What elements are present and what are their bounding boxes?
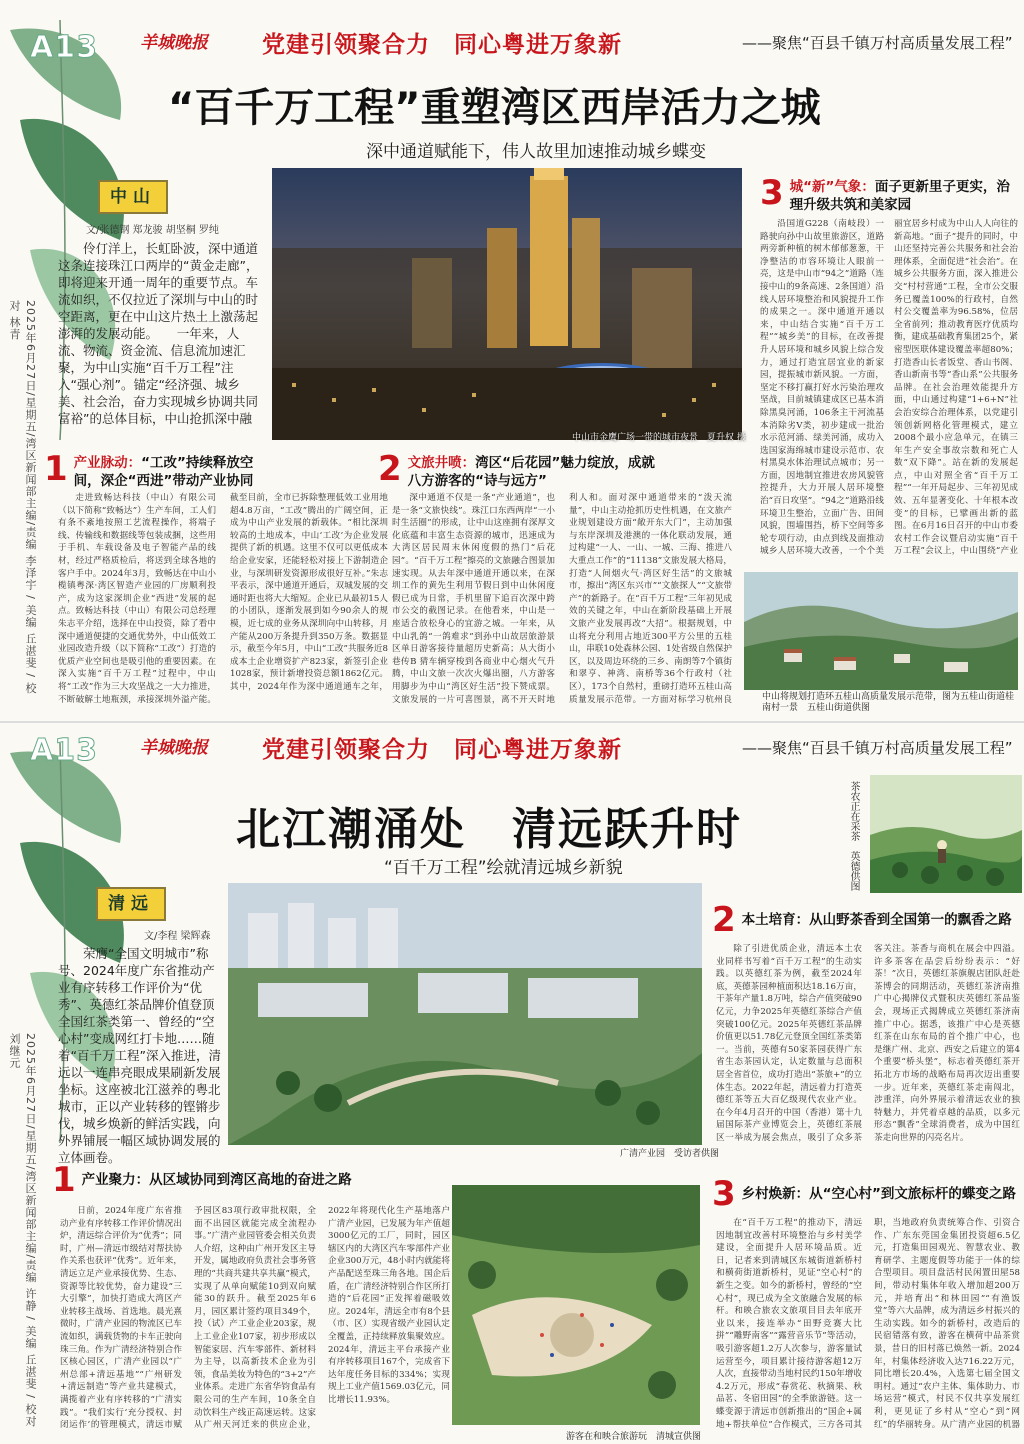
photo-caption: 广清产业园 受访者供图 xyxy=(620,1149,720,1159)
section-number: 1 xyxy=(52,1160,76,1200)
section-keyword: 文旅井喷： xyxy=(407,455,476,471)
region-label: 清远 xyxy=(96,887,166,921)
section-title xyxy=(408,452,658,490)
masthead-logo: 羊城晚报 xyxy=(140,33,208,53)
section-3-heading xyxy=(760,173,1010,214)
edition-info: 2025年6月27日/星期五/湾区新闻部主编/责编 许静 / 美编 丘湛斐 / 校对 刘继元 xyxy=(8,1033,37,1428)
headline: 北江潮涌处 清远跃升时 xyxy=(236,804,742,855)
lead-paragraph: 荣膺“全国文明城市”称号、2024年度广东省推动产业有序转移工作评价为“优秀”、英德红茶品牌价值登顶全国红茶类第一、曾经的“空心村”变成网红打卡地……随着“百千万工程”深入推进，清远以一连串亮眼成果刷新发展坐标。这座被北江滋养的粤北城市，正以产业转移的铿锵步伐，城乡焕新的鲜活实践，向外界铺展一幅区域协调发展的立体画卷。 xyxy=(58,946,221,1165)
section-1-body: 日前，2024年度广东省推动产业有序转移工作评价情况出炉，清远综合评价为“优秀”；同时，广州—清远市级结对帮扶协作关系也获评“优秀”。近年来，清远立足产业承接优势、生态、资源等比较优势，奋力建设“三大引擎”，加快打造成大湾区产业转移主战场、首选地。晨光熹微时，广清产业园的物流区已车流如织，满载货物的卡车正驶向珠三角。作为广清经济特别合作区核心园区，广清产业园以“广州总部+清远基地”“广州研发+清远制造”等产业共建模式，满揽着产业有序转移的“广清实践”。“我们实行‘充分授权、封闭运作’的管理模式，清远市赋予园区83项行政审批权限，全面不出园区就能完成全流程办事。”广清产业园管委会相关负责人介绍，这种由广州开发区主导开发，属地政府负责社会事务管理的“共商共建共享共赢”模式，实现了从单向赋能10到双向赋能30的跃升。截至2025年6月，园区累计签约项目349个，投（试）产工业企业203家，规上工业企业107家，初步形成以智能家居、汽车零部件、新材料为主导，以高新技术企业为引领，食品美妆为特色的“3+2”产业体系。走进广东省华钧食品有限公司的生产车间，10条全自动饮料生产线正高速运转。这家从广州天河迁来的供应企业，2022年将现代化生产基地落户广清产业园，已发展为年产值超3000亿元的工厂，同时，园区辖区内的大湾区汽车零部件产业企业300万元，48小时内就能将产品配送至珠三角各地。国企后盾，在广清经济特别合作区所打造的“后花园”正发挥着磁吸效应。2024年，清远全市有8个县（市、区）实现省级产业园认定全覆盖，正持续释放集聚效应。2024年，清远主平台承接产业有序转移项目167个，完成省下达年度任务目标的334%；实现规上工业产值1569.03亿元，同比增长11.93%。 xyxy=(60,1206,450,1431)
section-1-heading xyxy=(44,449,274,490)
banner-title: 党建引领聚合力 同心粤进万象新 xyxy=(262,32,622,58)
section-1-body: 走进致畅达科技（中山）有限公司（以下简称“致畅达”）生产车间，工人们有条不紊地按照工艺流程操作，将端子线、传输线和数据线等包装成捆，这些用于手机、车载设备及电子智能产品的线材，经过严格质检后，将送到全球各地的客户手中。2024年3月，致畅达在中山小榄镇粤深·湾区智造产业园的厂房顺利投产，成为这家深圳企业“西进”发展的起点。致畅达科技（中山）有限公司总经理朱志平介绍，选择在中山投资，除了看中深中通道便捷的交通优势外，中山低效工业园改造升级（以下简称“工改”）打造的优质产业空间也是吸引他的重要因素。在深入实施“百千万工程”过程中，中山将“工改”作为三大攻坚战之一大力推进，不断破解土地瓶颈，承接深圳外溢产能。截至目前，全市已拆除整理低效工业用地超4.8万亩，“工改”腾出的广阔空间，正成为中山产业发展的新载体。“相比深圳较高的土地成本，中山‘工改’为企业发展提供了新的机遇。这里不仅可以更低成本给企业安家，还能轻松对接上下游制造企业，与深圳研发资源形成很好互补。”朱志平表示，深中通道开通后，双城发展的交通时距也将大大缩短。企业已从最初15人的小团队，逐渐发展到如今90余人的规模，近七成的业务从深圳向中山转移，月产能从200万条提升到350万条。数据显示，截至今年5月，中山“工改”共服务近8成本土企业增资扩产823家，新签引企业1028家，预计新增投资总额1862亿元。其中，2024年作为深中通道通车之年， xyxy=(58,493,388,705)
rural-tourism-photo xyxy=(452,1185,700,1425)
section-3-heading xyxy=(712,1174,1022,1214)
section-title-text: “工改”持续释放空间，深企“西进”带动产业协同 xyxy=(73,455,254,489)
subheadline: 深中通道赋能下，伟人故里加速推动城乡蝶变 xyxy=(366,142,706,162)
section-2-body: 除了引进优质企业，清远本土农业同样书写着“百千万工程”的生动实践。以英德红茶为例，截至2024年底，英德茶园种植面积达18.16万亩，干茶年产量1.8万吨，综合产值突破90亿元，力争2025年英德红茶综合产值突破100亿元。2025年英德红茶品牌价值更以51.78亿元登顶全国红茶类第一。当前，英德有50家茶园获得广东省生态茶园认定，认定数量与总面积居全省首位，成功打造出“茶旅+”的立体生态。2022年起，清远着力打造英德红茶等五大百亿级现代农业产业。在今年4月召开的中国（香港）第十九届国际茶产业博览会上，英德红茶展区一举成为展会焦点，吸引了众多茶客关注。茶香与商机在展会中四溢。许多茶客在品尝后纷纷表示：“好茶！”次日，英德红茶旗舰店团队赶赴茶博会的同期活动，英德红茶济南推广中心揭牌仪式暨积庆英德红茶品鉴会，现场正式揭牌成立英德红茶济南推广中心。据悉，该推广中心是英德红茶在山东布局的首个推广中心，也是继广州、北京、西安之后建立的第4个重要“桥头堡”，标志着英德红茶开拓北方市场的战略布局再次迈出重要一步。近年来，英德红茶走南闯北，涉重洋，向外界展示着清远农业的独特魅力，并凭着卓越的品质，以多元形态“飘香”全球消费者，成为中国红茶走向世界的闪亮名片。 xyxy=(716,944,1020,1143)
page-number: A13 xyxy=(30,30,98,65)
section-title-text: 湾区“后花园”魅力绽放，成就八方游客的“诗与远方” xyxy=(407,455,655,489)
subheadline: “百千万工程”绘就清远城乡新貌 xyxy=(384,858,623,878)
section-title-text: 产业聚力：从区域协同到湾区高地的奋进之路 xyxy=(81,1172,352,1188)
section-title xyxy=(790,176,1010,214)
city-night-photo xyxy=(272,168,742,440)
newspaper-page-qingyuan xyxy=(0,721,1024,1444)
section-3-body: 在“百千万工程”的推动下，清远因地制宜改善村环境整治与乡村美学建设，全面提升人居环境品质。近日，记者来到清城区东城街道新桥村和横荷街道新桥村，见证“空心村”的新生之变。如今的新桥村，曾经的“空心村”，现已成为全文旅融合发展的标杆。和映合旅农文旅项目目去年底开业以来，接连举办“田野竞赛大比拼”“雕野南客”“露营音乐节”等活动，吸引游客超1.2万人次参与，游客量试运营至今，项目累计接待游客超12万人次，直接带动当地村民约150年增收4.2万元，形成“春赏花、秋摘果、秋品茗、冬宿田园”的全季旅游链。这一蝶变源于清远市创新推出的“国企+属地+帮扶单位”合作模式，三方各司其职，当地政府负责统筹合作、引资合作、广东东莞国金集团投资超6.5亿元，打造集田园观光、智慧农业、教育研学、主题度假等功能于一体的综合型项目。项目盘活村民闲置田屋58间，带动村集体年收入增加超200万元，并培育出“和林田园”“有渔饭堂”等六大品牌，成为清远乡村振兴的生动实践。如今的新桥村，改造后的民宿错落有致，游客在横荷中品茶赏景，昔日的旧村落已焕然一新。2024年，村集体经济收入达716.22万元，同比增长20.4%，入选第七届全国文明村。通过“农户主体、集体助力、市场运营”模式，村民不仅共享发展红利，更见证了乡村从“空心”到“网红”的华丽转身。从广清产业园的机器 xyxy=(716,1218,1020,1430)
region-label: 中山 xyxy=(98,180,168,214)
section-2-heading xyxy=(378,449,658,490)
author-line: 文/张德钢 郑龙骏 胡坚桐 罗纯 xyxy=(86,225,219,236)
section-title-text: 本土培育：从山野茶香到全国第一的飘香之路 xyxy=(741,912,1012,928)
photo-caption: 茶农正在采茶 英德供图 xyxy=(848,781,859,891)
section-keyword: 产业脉动： xyxy=(73,455,142,471)
section-2-body: 深中通道不仅是一条“产业通道”，也是一条“文旅快线”。珠江口东西两岸“一小时生活圈”的形成，让中山这座拥有深厚文化底蕴和丰富生态资源的城市，迅速成为大湾区居民周末休闲度假的热门“后花园”。“百千万工程”擦亮的文旅融合图景加速实现。从去年深中通道开通以来，在深圳工作的黄先生利用节假日到中山休闲度假已成为日常，手机里留下追百次深中跨市公交的截图记录。在他看来，中山是一座适合放松身心的宜游之城。一年来，从中山乳鸽“一鸽难求”到孙中山故居旅游景区单日游客接待量超历史新高；从大街小巷传B 猜车辆穿梭到各商业中心烟火气升腾，中山文旅一次次火爆出圈，八方游客用脚步为中山“湾区好生活”投下赞成票。文旅发展的一片可喜图景，离不开天时地利人和。面对深中通道带来的“泼天流量”，中山主动抢抓历史性机遇，在文旅产业规划建设方面“敞开东大门”，主动加强与东岸深圳及港澳的一体化联动发展，通过构建“一人、一山、一城、三海、推进八大重点工作”的“11138”文旅发展大格局，打造“人间烟火气·湾区好生活”的文旅城市，擦出“湾区东兴市”“文旅探人”“文旅带产”的新路子。在“百千万工程”三年初见成效的关键之年，中山在新阶段基础上开展文旅产业发展再改“大招”。根据规划，中山将充分利用占地近300平方公里的五桂山，串联10处森林公园、1处省级自然保护区，以及周边环绕的三乡、南朗等7个镇街和翠亨、神湾、南桥等36个行政村（社区），173个自然村，重磅打造环五桂山高质量发展示范带。一方面对标学习杭州良 xyxy=(392,493,732,705)
headline: “百千万工程”重塑湾区西岸活力之城 xyxy=(168,85,821,131)
section-number: 1 xyxy=(44,449,68,489)
section-title-text: 乡村焕新：从“空心村”到文旅标杆的蝶变之路 xyxy=(741,1186,1016,1202)
section-number: 2 xyxy=(378,449,402,489)
tea-garden-photo xyxy=(870,775,1022,893)
photo-caption: 中山将规划打造环五桂山高质量发展示范带，图为五桂山街道桂南村一景 五桂山街道供图 xyxy=(762,692,1015,713)
photo-caption: 中山市金鹰广场一带的城市夜景 夏升权 摄 xyxy=(572,433,746,443)
section-number: 3 xyxy=(712,1174,736,1214)
newspaper-page-zhongshan xyxy=(0,0,1024,721)
photo-caption: 游客在和映合旅游玩 清城宣供图 xyxy=(566,1432,702,1442)
section-title-text: 面子更新里子更实，治理升级共筑和美家园 xyxy=(789,179,1010,213)
author-line: 文/李程 梁辉森 xyxy=(144,931,211,942)
lead-paragraph: 伶仃洋上，长虹卧波，深中通道这条连接珠江口两岸的“黄金走廊”，即将迎来开通一周年的重要节点。车流如织，不仅拉近了深圳与中山的时空距离，更在中山这片热土上激荡起澎湃的发展动能。 一年来，人流、物流、资金流、信息流加速汇聚，为中山实施“百千万工程”注入“强心剂”。锚定“经济强、城乡美、社会治，奋力实现城乡协调共同富裕”的总体目标，中山抢抓深中融 xyxy=(58,241,259,426)
section-keyword: 城“新”气象： xyxy=(789,179,875,195)
section-2-heading xyxy=(712,900,1022,940)
banner-title: 党建引领聚合力 同心粤进万象新 xyxy=(262,737,622,763)
masthead-logo: 羊城晚报 xyxy=(140,738,208,758)
page-number: A13 xyxy=(30,733,98,768)
edition-info: 2025年6月27日/星期五/湾区新闻部主编/责编 李泽宇 / 美编 丘湛斐 / 校对 林青 xyxy=(8,300,37,695)
section-number: 2 xyxy=(712,900,736,940)
section-1-heading xyxy=(52,1160,432,1200)
banner-subtitle: ——聚焦“百县千镇万村高质量发展工程” xyxy=(742,34,1013,52)
village-photo xyxy=(744,572,1018,690)
section-number: 3 xyxy=(760,173,784,213)
industrial-park-photo xyxy=(228,883,702,1145)
banner-subtitle: ——聚焦“百县千镇万村高质量发展工程” xyxy=(742,739,1013,757)
section-title xyxy=(74,452,274,490)
section-3-body: 沿国道G228（南岐段）一路驶向孙中山故里旅游区，道路两旁新种植的树木郁郁葱葱，干净整洁的市容环境让人眼前一亮，这是中山市“94之”道路（连接中山的9条高速、2条国道）沿线人居环境整治和风貌提升工作的成果之一。深中通道开通以来，中山结合实施“百千万工程”“城乡美”的目标，在改善提升人居环境和城乡风貌上综合发力，通过打造宜居宜业的新家园，提振城市新风貌。一方面，坚定不移打赢打好水污染治理攻坚战，目前城镇建成区已基本消除黑臭河涌，106条主干河流基本消除劣V类，初步建成一批治水示范河涌、绿美河涌，成功入选国家海绵城市建设示范市、农村黑臭水体治理试点城市；另一方面，因地制宜推进农房风貌管控提升，大力开展人居环境整治“百日攻坚”。“94之”道路沿线环境卫生整治，立面广告、田间风貌，围墙围挡，桥下空间等多轮专项行动，由点到线及面推动城乡人居环境大改善，一个个美丽宜居乡村成为中山人人向往的新高地。“面子”提升的同时，中山还坚持完善公共服务和社会治理体系，全面促进“社会治”。在城乡公共服务方面，深入推进公交“村村营通”工程，全市公交服务已覆盖100%的行政村，自然村公交覆盖率为96.58%，位居全省前列；推动教育医疗优质均衡，建成基础教育集团25个，紧密型医联体建设覆盖率超80%；打造香山长者饭堂、香山书阁、香山新南书等“香山系”公共服务品牌。在社会治理效能提升方面，中山通过构建“1+6+N”社会治安综合治理体系，以党建引领创新网格化管理模式，建立2008个最小应急单元，在镇三年生产安全事故宗数和死亡人数“双下降”。站在新的发展起点，中山对照全省“百千万工程”“一年开局起步、三年初见成效、五年显著变化、十年根本改变”的目标，已擘画出新的蓝图。在6月16日召开的中山市委农村工作会议暨启动实施“百千万工程”会议上，中山围绕“产业 xyxy=(760,219,1018,557)
